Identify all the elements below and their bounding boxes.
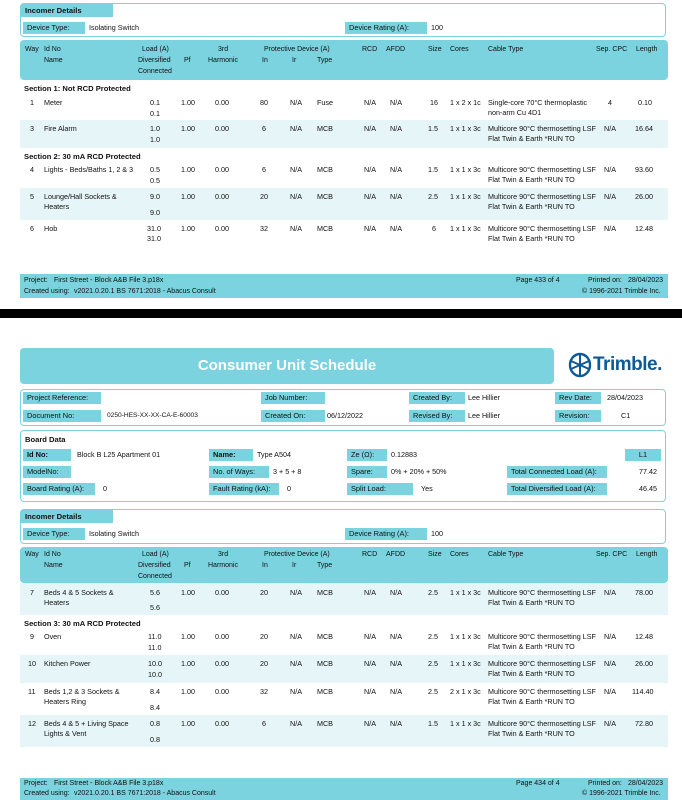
cell-cpc: N/A <box>604 192 616 201</box>
table-row <box>20 583 668 615</box>
col-id: Id No <box>44 551 61 558</box>
cell-type: MCB <box>317 192 333 201</box>
split-load-label: Split Load: <box>347 483 413 495</box>
cell-cable: Multicore 90°C thermosetting LSF Flat Twin & Earth *RUN TO <box>488 124 596 143</box>
board-rating-value: 0 <box>103 484 107 493</box>
cell-load-diversified: 31.0 <box>147 224 161 233</box>
cell-rcd: N/A <box>364 165 376 174</box>
cell-cores: 2 x 1 x 3c <box>450 687 481 696</box>
cell-load-diversified: 5.6 <box>150 588 160 597</box>
col-cpc: Sep. CPC <box>596 551 628 558</box>
cell-id: Lights - Beds/Baths 1, 2 & 3 <box>44 165 134 174</box>
footer-printed-label: Printed on: <box>588 780 622 787</box>
cell-cable: Multicore 90°C thermosetting LSF Flat Twin & Earth *RUN TO <box>488 632 596 651</box>
no-of-ways-value: 3 + 5 + 8 <box>273 467 302 476</box>
cell-id: Beds 4 & 5 Sockets & Heaters <box>44 588 114 607</box>
cell-pf: 1.00 <box>181 124 195 133</box>
cell-rcd: N/A <box>364 98 376 107</box>
cell-length: 12.48 <box>635 632 653 641</box>
cell-cores: 1 x 1 x 3c <box>450 124 481 133</box>
schedule-header <box>20 547 668 583</box>
cell-size: 1.5 <box>428 719 438 728</box>
job-number-label: Job Number: <box>261 392 325 404</box>
cell-in: 20 <box>260 632 268 641</box>
cell-ir: N/A <box>290 192 302 201</box>
col-size: Size <box>428 46 442 53</box>
footer-copyright: © 1996-2021 Trimble Inc. <box>582 790 661 797</box>
cell-afdd: N/A <box>390 632 402 641</box>
cell-cores: 1 x 2 x 1c <box>450 98 481 107</box>
cell-rcd: N/A <box>364 659 376 668</box>
page-434 <box>0 318 682 800</box>
cell-cable: Multicore 90°C thermosetting LSF Flat Twin & Earth *RUN TO <box>488 659 596 678</box>
section-title: Section 1: Not RCD Protected <box>24 84 131 93</box>
cell-cable: Multicore 90°C thermosetting LSF Flat Twin & Earth *RUN TO <box>488 224 596 243</box>
table-row <box>20 220 668 246</box>
footer-printed: 28/04/2023 <box>628 277 664 284</box>
col-load: Load (A) <box>142 551 169 558</box>
trimble-logo <box>566 346 666 386</box>
title-banner <box>20 348 554 384</box>
device-type-value: Isolating Switch <box>89 23 139 32</box>
cell-load-diversified: 0.5 <box>150 165 160 174</box>
board-data-title: Board Data <box>25 435 66 444</box>
cell-cpc: N/A <box>604 165 616 174</box>
cell-type: MCB <box>317 659 333 668</box>
col-way: Way <box>25 46 39 53</box>
cell-size: 2.5 <box>428 588 438 597</box>
created-by-label: Created By: <box>409 392 465 404</box>
cell-pf: 1.00 <box>181 687 195 696</box>
footer-copyright: © 1996-2021 Trimble Inc. <box>582 288 661 295</box>
cell-rcd: N/A <box>364 588 376 597</box>
col-length: Length <box>636 46 658 53</box>
col-type: Type <box>317 562 333 569</box>
cell-length: 114.40 <box>632 687 654 696</box>
cell-type: MCB <box>317 165 333 174</box>
page-433 <box>0 0 682 308</box>
cell-cpc: N/A <box>604 124 616 133</box>
cell-pf: 1.00 <box>181 588 195 597</box>
cell-ir: N/A <box>290 98 302 107</box>
footer-project: First Street - Block A&B File 3.p18x <box>54 780 164 787</box>
footer-project: First Street - Block A&B File 3.p18x <box>54 277 164 284</box>
cell-pf: 1.00 <box>181 192 195 201</box>
cell-in: 6 <box>262 719 266 728</box>
cell-afdd: N/A <box>390 98 402 107</box>
cell-id: Lounge/Hall Sockets & Heaters <box>44 192 117 211</box>
cell-afdd: N/A <box>390 224 402 233</box>
col-way: Way <box>25 551 39 558</box>
cell-in: 20 <box>260 588 268 597</box>
cell-load-diversified: 1.0 <box>150 124 160 133</box>
cell-cable: Multicore 90°C thermosetting LSF Flat Twin & Earth *RUN TO <box>488 165 596 184</box>
col-id: Id No <box>44 46 61 53</box>
cell-harmonic: 0.00 <box>215 224 229 233</box>
project-info-box <box>20 389 666 426</box>
document-no-label: Document No: <box>23 410 101 422</box>
cell-id: Beds 1,2 & 3 Sockets & Heaters Ring <box>44 687 120 706</box>
no-of-ways-label: No. of Ways: <box>209 466 269 478</box>
cell-cpc: N/A <box>604 588 616 597</box>
footer-project-label: Project: <box>24 780 48 787</box>
fault-rating-value: 0 <box>287 484 291 493</box>
cell-afdd: N/A <box>390 192 402 201</box>
col-size: Size <box>428 551 442 558</box>
col-3rd: 3rd <box>218 551 229 558</box>
col-pf: Pf <box>184 57 191 64</box>
cell-load-connected: 1.0 <box>150 135 160 144</box>
spare-value: 0% + 20% + 50% <box>391 467 447 476</box>
cell-size: 2.5 <box>428 632 438 641</box>
spare-label: Spare: <box>347 466 387 478</box>
cell-way: 12 <box>28 719 36 728</box>
board-data-box <box>20 430 666 502</box>
board-rating-label: Board Rating (A): <box>23 483 95 495</box>
cell-type: MCB <box>317 588 333 597</box>
cell-pf: 1.00 <box>181 632 195 641</box>
cell-size: 6 <box>432 224 436 233</box>
cell-id: Oven <box>44 632 62 641</box>
cell-cores: 1 x 1 x 3c <box>450 165 481 174</box>
incomer-details-box <box>20 3 666 37</box>
rev-date-value: 28/04/2023 <box>607 393 643 402</box>
footer-printed: 28/04/2023 <box>628 780 664 787</box>
cell-afdd: N/A <box>390 659 402 668</box>
device-rating-label: Device Rating (A): <box>345 22 427 34</box>
rev-date-label: Rev Date: <box>555 392 601 404</box>
cell-ir: N/A <box>290 719 302 728</box>
cell-afdd: N/A <box>390 588 402 597</box>
col-in: In <box>262 562 268 569</box>
cell-afdd: N/A <box>390 719 402 728</box>
footer-created-label: Created using: <box>24 288 70 295</box>
col-name: Name <box>44 562 63 569</box>
cell-length: 12.48 <box>635 224 653 233</box>
table-row <box>20 162 668 188</box>
cell-cpc: N/A <box>604 632 616 641</box>
col-afdd: AFDD <box>386 46 406 53</box>
total-diversified-load-label: Total Diversified Load (A): <box>507 483 607 495</box>
cell-cpc: N/A <box>604 224 616 233</box>
fault-rating-label: Fault Rating (kA): <box>209 483 279 495</box>
col-harmonic: Harmonic <box>208 562 238 569</box>
board-name-label: Name: <box>209 449 253 461</box>
col-connected: Connected <box>138 68 172 75</box>
cell-pf: 1.00 <box>181 659 195 668</box>
cell-load-connected: 5.6 <box>150 603 160 612</box>
total-diversified-load-value: 46.45 <box>639 484 657 493</box>
footer-project-label: Project: <box>24 277 48 284</box>
table-row <box>20 188 668 220</box>
footer-created-label: Created using: <box>24 790 70 797</box>
cell-rcd: N/A <box>364 632 376 641</box>
cell-length: 26.00 <box>635 659 653 668</box>
device-rating-label: Device Rating (A): <box>345 528 427 540</box>
table-row <box>20 629 668 655</box>
cell-pf: 1.00 <box>181 224 195 233</box>
section-title: Section 2: 30 mA RCD Protected <box>24 152 141 161</box>
col-cable: Cable Type <box>488 551 524 558</box>
cell-harmonic: 0.00 <box>215 687 229 696</box>
cell-rcd: N/A <box>364 719 376 728</box>
cell-ir: N/A <box>290 588 302 597</box>
cell-cores: 1 x 1 x 3c <box>450 224 481 233</box>
cell-load-connected: 31.0 <box>147 234 161 243</box>
cell-ir: N/A <box>290 659 302 668</box>
cell-type: MCB <box>317 224 333 233</box>
cell-cable: Single-core 70°C thermoplastic non-arm Cu 4D1 <box>488 98 588 117</box>
device-type-label: Device Type: <box>23 528 85 540</box>
page-footer <box>20 778 668 800</box>
footer-page: Page 434 of 4 <box>516 780 560 787</box>
document-no-value: 0250-HES-XX-XX-CA-E-60003 <box>107 412 198 419</box>
cell-afdd: N/A <box>390 165 402 174</box>
cell-load-diversified: 0.8 <box>150 719 160 728</box>
cell-size: 1.5 <box>428 165 438 174</box>
device-rating-value: 100 <box>431 529 443 538</box>
cell-ir: N/A <box>290 632 302 641</box>
device-type-label: Device Type: <box>23 22 85 34</box>
page-footer <box>20 274 668 298</box>
cell-way: 7 <box>30 588 34 597</box>
cell-in: 20 <box>260 659 268 668</box>
cell-pf: 1.00 <box>181 165 195 174</box>
cell-way: 11 <box>28 687 36 696</box>
cell-size: 2.5 <box>428 192 438 201</box>
cell-way: 10 <box>28 659 36 668</box>
cell-pf: 1.00 <box>181 719 195 728</box>
col-ir: Ir <box>292 57 297 64</box>
col-load: Load (A) <box>142 46 169 53</box>
cell-in: 6 <box>262 165 266 174</box>
device-type-value: Isolating Switch <box>89 529 139 538</box>
cell-ir: N/A <box>290 224 302 233</box>
cell-pf: 1.00 <box>181 98 195 107</box>
cell-cable: Multicore 90°C thermosetting LSF Flat Twin & Earth *RUN TO <box>488 588 596 607</box>
cell-load-connected: 11.0 <box>148 643 162 652</box>
board-id-label: Id No: <box>23 449 71 461</box>
board-name-value: Type A504 <box>257 450 291 459</box>
revision-value: C1 <box>621 411 631 420</box>
table-row <box>20 683 668 715</box>
cell-load-connected: 10.0 <box>148 670 162 679</box>
cell-rcd: N/A <box>364 224 376 233</box>
cell-rcd: N/A <box>364 687 376 696</box>
cell-rcd: N/A <box>364 192 376 201</box>
cell-cable: Multicore 90°C thermosetting LSF Flat Twin & Earth *RUN TO <box>488 192 596 211</box>
cell-in: 80 <box>260 98 268 107</box>
cell-cpc: N/A <box>604 659 616 668</box>
cell-load-diversified: 0.1 <box>150 98 160 107</box>
col-type: Type <box>317 57 333 64</box>
cell-ir: N/A <box>290 165 302 174</box>
schedule-header <box>20 40 668 80</box>
cell-ir: N/A <box>290 687 302 696</box>
cell-id: Meter <box>44 98 63 107</box>
footer-page: Page 433 of 4 <box>516 277 560 284</box>
model-no-label: ModelNo: <box>23 466 71 478</box>
table-row <box>20 120 668 148</box>
cell-length: 26.00 <box>635 192 653 201</box>
col-protective: Protective Device (A) <box>264 46 330 53</box>
cell-cpc: N/A <box>604 719 616 728</box>
cell-ir: N/A <box>290 124 302 133</box>
cell-type: MCB <box>317 719 333 728</box>
cell-rcd: N/A <box>364 124 376 133</box>
col-length: Length <box>636 551 658 558</box>
cell-id: Hob <box>44 224 58 233</box>
cell-id: Kitchen Power <box>44 659 91 668</box>
col-rcd: RCD <box>362 551 378 558</box>
col-3rd: 3rd <box>218 46 229 53</box>
col-harmonic: Harmonic <box>208 57 238 64</box>
cell-harmonic: 0.00 <box>215 632 229 641</box>
device-rating-value: 100 <box>431 23 443 32</box>
col-afdd: AFDD <box>386 551 406 558</box>
cell-in: 6 <box>262 124 266 133</box>
ze-label: Ze (Ω): <box>347 449 387 461</box>
col-cores: Cores <box>450 46 469 53</box>
revision-label: Revision: <box>555 410 601 422</box>
cell-load-diversified: 10.0 <box>148 659 162 668</box>
cell-afdd: N/A <box>390 687 402 696</box>
cell-cpc: 4 <box>608 98 612 107</box>
col-cpc: Sep. CPC <box>596 46 628 53</box>
revised-by-value: Lee Hillier <box>468 411 500 420</box>
footer-created: v2021.0.20.1 BS 7671:2018 - Abacus Consult <box>74 790 216 797</box>
cell-harmonic: 0.00 <box>215 192 229 201</box>
col-rcd: RCD <box>362 46 378 53</box>
created-by-value: Lee Hillier <box>468 393 500 402</box>
cell-cores: 1 x 1 x 3c <box>450 632 481 641</box>
col-diversified: Diversified <box>138 57 171 64</box>
cell-cable: Multicore 90°C thermosetting LSF Flat Twin & Earth *RUN TO <box>488 719 596 738</box>
created-on-label: Created On: <box>261 410 325 422</box>
cell-cores: 1 x 1 x 3c <box>450 192 481 201</box>
section-title: Section 3: 30 mA RCD Protected <box>24 619 141 628</box>
cell-harmonic: 0.00 <box>215 719 229 728</box>
cell-harmonic: 0.00 <box>215 588 229 597</box>
cell-load-connected: 0.5 <box>150 176 160 185</box>
cell-harmonic: 0.00 <box>215 659 229 668</box>
created-on-value: 06/12/2022 <box>327 411 363 420</box>
cell-length: 72.80 <box>635 719 653 728</box>
cell-type: Fuse <box>317 98 333 107</box>
incomer-details-box <box>20 509 666 544</box>
cell-cores: 1 x 1 x 3c <box>450 659 481 668</box>
page-title: Consumer Unit Schedule <box>197 357 377 374</box>
col-cable: Cable Type <box>488 46 524 53</box>
total-connected-load-label: Total Connected Load (A): <box>507 466 607 478</box>
col-name: Name <box>44 57 63 64</box>
cell-in: 20 <box>260 192 268 201</box>
cell-way: 1 <box>30 98 34 107</box>
cell-type: MCB <box>317 124 333 133</box>
col-pf: Pf <box>184 562 191 569</box>
total-connected-load-value: 77.42 <box>639 467 657 476</box>
table-row <box>20 655 668 683</box>
footer-created: v2021.0.20.1 BS 7671:2018 - Abacus Consult <box>74 288 216 295</box>
page-separator <box>0 309 682 318</box>
cell-harmonic: 0.00 <box>215 98 229 107</box>
cell-cores: 1 x 1 x 3c <box>450 719 481 728</box>
col-in: In <box>262 57 268 64</box>
cell-length: 93.60 <box>635 165 653 174</box>
cell-type: MCB <box>317 632 333 641</box>
cell-cable: Multicore 90°C thermosetting LSF Flat Twin & Earth *RUN TO <box>488 687 596 706</box>
cell-size: 16 <box>430 98 438 107</box>
cell-way: 3 <box>30 124 34 133</box>
board-id-value: Block B L25 Apartment 01 <box>77 450 161 459</box>
cell-way: 9 <box>30 632 34 641</box>
cell-in: 32 <box>260 224 268 233</box>
cell-type: MCB <box>317 687 333 696</box>
ze-value: 0.12883 <box>391 450 417 459</box>
cell-harmonic: 0.00 <box>215 165 229 174</box>
logo-text: Trimble. <box>593 354 662 375</box>
cell-length: 0.10 <box>638 98 652 107</box>
col-cores: Cores <box>450 551 469 558</box>
cell-load-connected: 9.0 <box>150 208 160 217</box>
split-load-value: Yes <box>421 484 433 493</box>
cell-load-connected: 0.1 <box>150 109 160 118</box>
cell-id: Fire Alarm <box>44 124 77 133</box>
cell-load-connected: 0.8 <box>150 735 160 744</box>
phase-l1-badge: L1 <box>625 449 661 461</box>
cell-load-diversified: 8.4 <box>150 687 160 696</box>
cell-cores: 1 x 1 x 3c <box>450 588 481 597</box>
cell-size: 2.5 <box>428 659 438 668</box>
col-protective: Protective Device (A) <box>264 551 330 558</box>
cell-size: 1.5 <box>428 124 438 133</box>
col-diversified: Diversified <box>138 562 171 569</box>
cell-length: 16.64 <box>635 124 653 133</box>
cell-load-diversified: 9.0 <box>150 192 160 201</box>
cell-in: 32 <box>260 687 268 696</box>
incomer-title: Incomer Details <box>21 4 113 17</box>
cell-harmonic: 0.00 <box>215 124 229 133</box>
incomer-title: Incomer Details <box>21 510 113 523</box>
project-reference-label: Project Reference: <box>23 392 101 404</box>
table-row <box>20 94 668 120</box>
cell-way: 6 <box>30 224 34 233</box>
cell-way: 5 <box>30 192 34 201</box>
col-ir: Ir <box>292 562 297 569</box>
cell-way: 4 <box>30 165 34 174</box>
table-row <box>20 715 668 747</box>
footer-printed-label: Printed on: <box>588 277 622 284</box>
cell-load-connected: 8.4 <box>150 703 160 712</box>
cell-length: 78.00 <box>635 588 653 597</box>
col-connected: Connected <box>138 573 172 580</box>
cell-id: Beds 4 & 5 + Living Space Lights & Vent <box>44 719 129 738</box>
cell-cpc: N/A <box>604 687 616 696</box>
cell-load-diversified: 11.0 <box>148 632 162 641</box>
cell-afdd: N/A <box>390 124 402 133</box>
trimble-globe-icon <box>568 352 592 378</box>
revised-by-label: Revised By: <box>409 410 465 422</box>
cell-size: 2.5 <box>428 687 438 696</box>
